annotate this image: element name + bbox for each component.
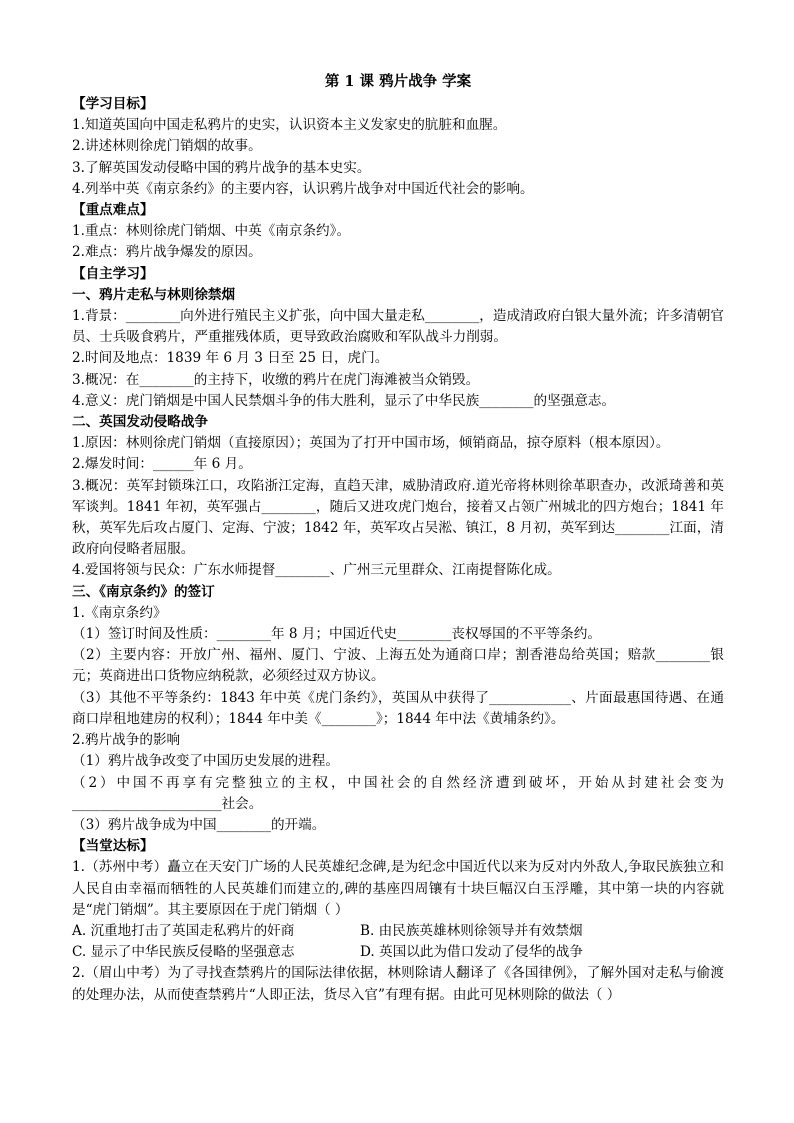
part3-item: （3）鸦片战争成为中国________的开端。 xyxy=(72,816,326,833)
goal-item: 4.列举中英《南京条约》的主要内容，认识鸦片战争对中国近代社会的影响。 xyxy=(72,180,534,197)
part1-item: 3.概况：在________的主持下，收缴的鸦片在虎门海滩被当众销毁。 xyxy=(72,371,480,388)
section-heading-goals: 【学习目标】 xyxy=(72,96,154,112)
part3-item: （1）签订时间及性质：________年 8 月；中国近代史________丧权辱国的不平等条约。 xyxy=(72,626,601,643)
question-2: 2.（眉山中考）为了寻找查禁鸦片的国际法律依据，林则除请人翻译了《各国律例》，了解外国对走私与偷渡的处理办法，从而使查禁鸦片“人即正法，货尽入官”有理有据。由此可见林则除的做法（ ） xyxy=(72,965,724,1003)
part3-subheading: 2.鸦片战争的影响 xyxy=(72,732,181,749)
section-heading-keypoints: 【重点难点】 xyxy=(72,202,154,219)
part1-heading: 一、鸦片走私与林则徐禁烟 xyxy=(72,286,236,303)
option-d: D. 英国以此为借口发动了侵华的战争 xyxy=(360,944,583,961)
page-title: 第 1 课 鸦片战争 学案 xyxy=(324,73,472,90)
part2-heading: 二、英国发动侵略战争 xyxy=(72,414,208,431)
part2-item: 4.爱国将领与民众：广东水师提督________、广州三元里群众、江南提督陈化成。 xyxy=(72,562,561,579)
part2-item: 1.原因：林则徐虎门销烟（直接原因）；英国为了打开中国市场，倾销商品，掠夺原料（根本原因）。 xyxy=(72,435,670,452)
keypoint-item: 2.难点：鸦片战争爆发的原因。 xyxy=(72,244,262,261)
part1-item: 1.背景：________向外进行殖民主义扩张，向中国大量走私________，造成清政府白银大量外流；许多清朝官员、士兵吸食鸦片，严重摧残体质，更导致政治腐败和军队战斗力削弱。 xyxy=(72,308,724,346)
option-c: C. 显示了中华民族反侵略的坚强意志 xyxy=(72,944,295,961)
goal-item: 3.了解英国发动侵略中国的鸦片战争的基本史实。 xyxy=(72,159,371,176)
part2-item: 2.爆发时间：______年 6 月。 xyxy=(72,456,252,473)
option-a: A. 沉重地打击了英国走私鸦片的奸商 xyxy=(72,922,295,939)
worksheet-page xyxy=(72,70,724,1006)
part3-item: （2）中国不再享有完整独立的主权，中国社会的自然经济遭到破坏，开始从封建社会变为______________________社会。 xyxy=(72,774,724,812)
question-1-options-row xyxy=(72,921,724,942)
part3-item: （3）其他不平等条约：1843 年中英《虎门条约》，英国从中获得了____________、片面最惠国待遇、在通商口岸租地建房的权利）；1844 年中美《________》；1844 年中法《黄埔条约》。 xyxy=(72,689,724,727)
part1-item: 2.时间及地点：1839 年 6 月 3 日至 25 日，虎门。 xyxy=(72,350,389,367)
section-heading-self-study: 【自主学习】 xyxy=(72,265,154,282)
part2-item: 3.概况：英军封锁珠江口，攻陷浙江定海，直趋天津，威胁清政府.道光帝将林则徐革职查办，改派琦善和英军谈判。1841 年初，英军强占________，随后又进攻虎门炮台，接着又占领广州城北的四方炮台；1841 年秋，英军先后攻占厦门、定海、宁波；1842 年，英军攻占吴淞、镇江，8 月初，英军到达________江面，清政府向侵略者屈服。 xyxy=(72,477,724,558)
question-1-options-row xyxy=(72,942,724,963)
option-b: B. 由民族英雄林则徐领导并有效禁烟 xyxy=(360,922,583,939)
question-1: 1.（苏州中考）矗立在天安门广场的人民英雄纪念碑,是为纪念中国近代以来为反对内外敌人,争取民族独立和人民自由幸福而牺牲的人民英雄们而建立的,碑的基座四周镶有十块巨幅汉白玉浮雕，其中第一块的内容就是“虎门销烟”。其主要原因在于虎门销烟（ ） xyxy=(72,859,724,918)
goal-item: 2.讲述林则徐虎门销烟的故事。 xyxy=(72,138,262,155)
part3-heading: 三、《南京条约》的签订 xyxy=(72,583,215,600)
goal-item: 1.知道英国向中国走私鸦片的史实，认识资本主义发家史的肮脏和血腥。 xyxy=(72,117,507,134)
section-heading-practice: 【当堂达标】 xyxy=(72,838,154,855)
part3-item: （1）鸦片战争改变了中国历史发展的进程。 xyxy=(72,753,339,770)
part3-subheading: 1.《南京条约》 xyxy=(72,604,167,621)
part3-item: （2）主要内容：开放广州、福州、厦门、宁波、上海五处为通商口岸；割香港岛给英国；赔款________银元；英商进出口货物应纳税款，必须经过双方协议。 xyxy=(72,647,724,685)
part1-item: 4.意义：虎门销烟是中国人民禁烟斗争的伟大胜利，显示了中华民族________的坚强意志。 xyxy=(72,392,616,409)
keypoint-item: 1.重点：林则徐虎门销烟、中英《南京条约》。 xyxy=(72,223,351,240)
